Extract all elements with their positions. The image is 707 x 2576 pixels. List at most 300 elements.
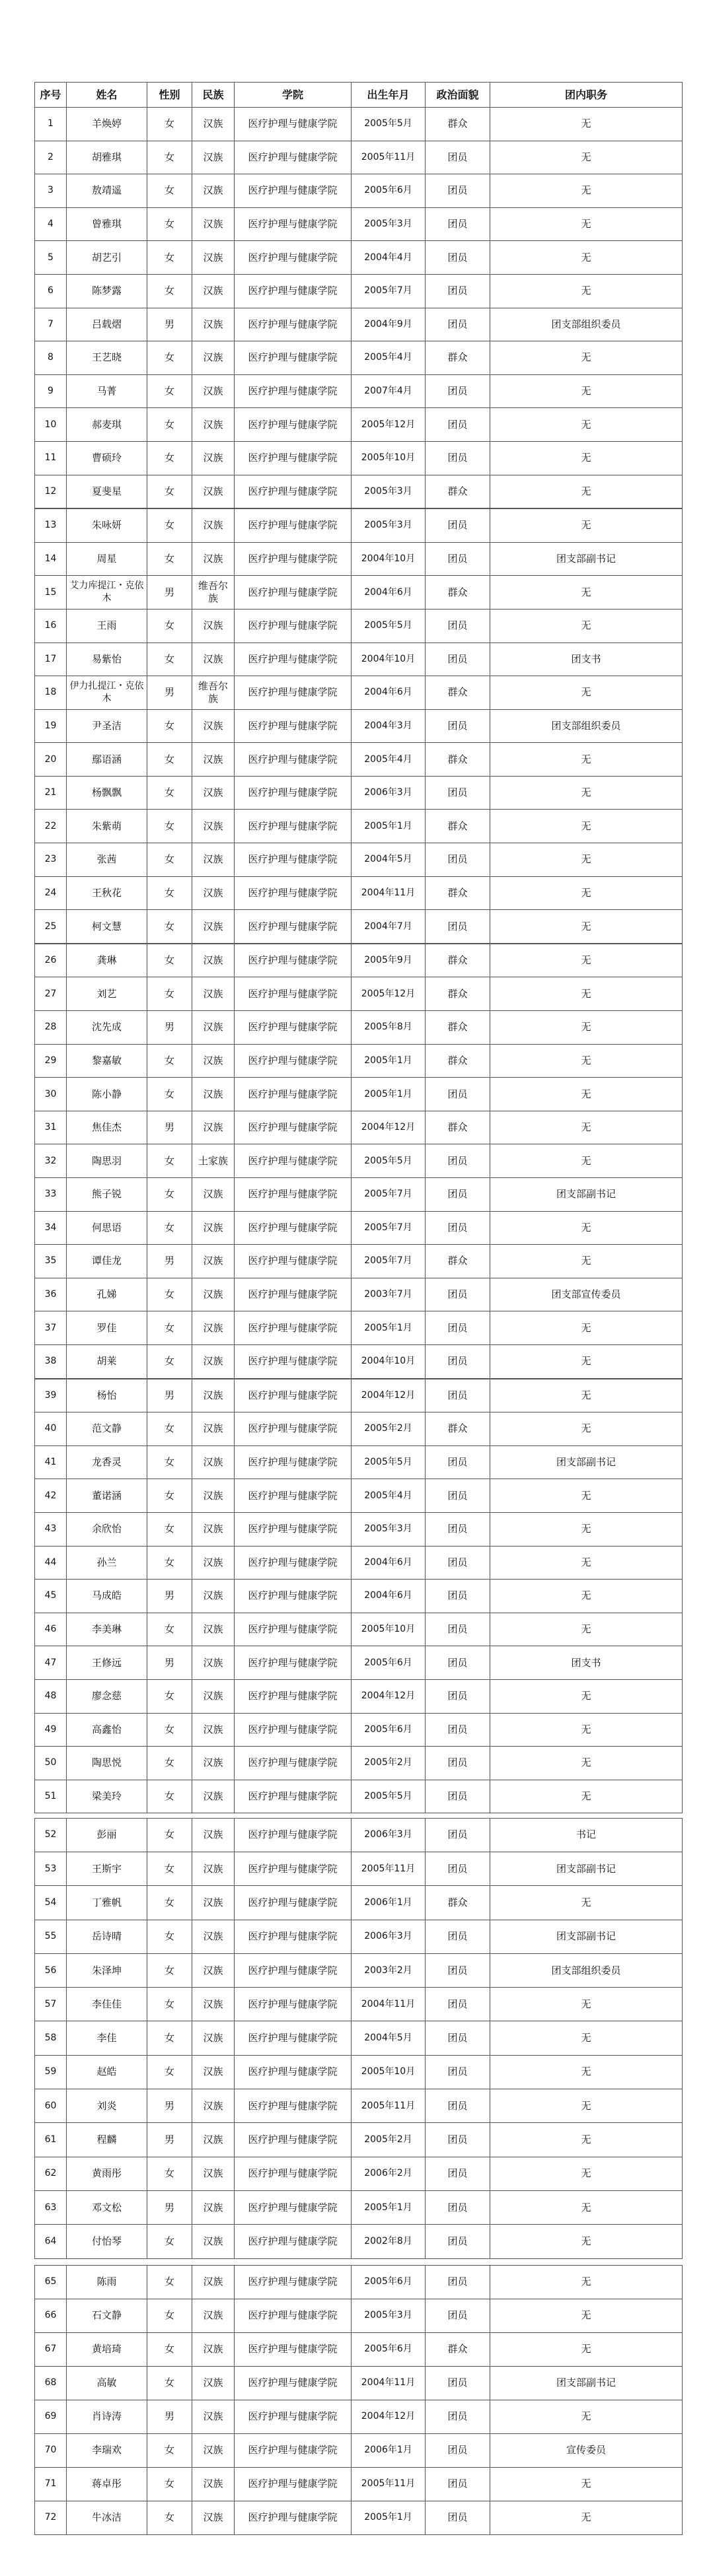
cell-gender: 女 bbox=[147, 1078, 192, 1111]
cell-politics: 团员 bbox=[426, 1546, 490, 1580]
table-row bbox=[35, 1011, 683, 1045]
table-row bbox=[35, 207, 683, 241]
cell-birth: 2005年12月 bbox=[352, 977, 426, 1011]
cell-ethnicity: 汉族 bbox=[192, 2190, 235, 2224]
cell-birth: 2006年3月 bbox=[352, 1920, 426, 1953]
table-row bbox=[35, 441, 683, 475]
cell-gender: 女 bbox=[147, 509, 192, 543]
cell-college: 医疗护理与健康学院 bbox=[235, 709, 352, 743]
cell-politics: 群众 bbox=[426, 576, 490, 609]
cell-no: 10 bbox=[35, 408, 67, 442]
table-row bbox=[35, 576, 683, 609]
cell-college: 医疗护理与健康学院 bbox=[235, 2299, 352, 2332]
cell-no: 13 bbox=[35, 509, 67, 543]
cell-no: 34 bbox=[35, 1211, 67, 1245]
cell-birth: 2004年3月 bbox=[352, 709, 426, 743]
header-college: 学院 bbox=[235, 83, 352, 108]
cell-politics: 群众 bbox=[426, 743, 490, 777]
cell-gender: 女 bbox=[147, 709, 192, 743]
cell-college: 医疗护理与健康学院 bbox=[235, 2332, 352, 2366]
cell-politics: 团员 bbox=[426, 241, 490, 275]
cell-gender: 女 bbox=[147, 1613, 192, 1646]
cell-ethnicity: 汉族 bbox=[192, 174, 235, 208]
cell-college: 医疗护理与健康学院 bbox=[235, 1613, 352, 1646]
cell-role: 无 bbox=[490, 2400, 683, 2433]
cell-role: 无 bbox=[490, 2089, 683, 2123]
cell-name: 朱紫萌 bbox=[67, 810, 147, 843]
cell-name: 范文静 bbox=[67, 1412, 147, 1446]
cell-ethnicity: 汉族 bbox=[192, 1780, 235, 1813]
cell-no: 18 bbox=[35, 676, 67, 710]
cell-ethnicity: 维吾尔族 bbox=[192, 676, 235, 710]
table-row bbox=[35, 1178, 683, 1212]
cell-name: 谭佳龙 bbox=[67, 1245, 147, 1278]
cell-ethnicity: 汉族 bbox=[192, 1546, 235, 1580]
table-row bbox=[35, 776, 683, 810]
cell-college: 医疗护理与健康学院 bbox=[235, 743, 352, 777]
cell-ethnicity: 汉族 bbox=[192, 1988, 235, 2021]
cell-birth: 2005年6月 bbox=[352, 174, 426, 208]
cell-politics: 团员 bbox=[426, 1920, 490, 1953]
cell-ethnicity: 汉族 bbox=[192, 2299, 235, 2332]
cell-politics: 群众 bbox=[426, 108, 490, 141]
cell-college: 医疗护理与健康学院 bbox=[235, 609, 352, 643]
cell-role: 无 bbox=[490, 1144, 683, 1178]
cell-birth: 2005年7月 bbox=[352, 1178, 426, 1212]
cell-no: 46 bbox=[35, 1613, 67, 1646]
table-row bbox=[35, 2433, 683, 2467]
cell-gender: 女 bbox=[147, 2332, 192, 2366]
cell-role: 书记 bbox=[490, 1818, 683, 1852]
cell-college: 医疗护理与健康学院 bbox=[235, 1780, 352, 1813]
cell-college: 医疗护理与健康学院 bbox=[235, 1546, 352, 1580]
cell-name: 王秋花 bbox=[67, 876, 147, 910]
cell-college: 医疗护理与健康学院 bbox=[235, 1344, 352, 1378]
cell-gender: 女 bbox=[147, 542, 192, 576]
cell-role: 无 bbox=[490, 341, 683, 375]
cell-role: 团支部组织委员 bbox=[490, 709, 683, 743]
table-row bbox=[35, 1818, 683, 1852]
table-row bbox=[35, 2190, 683, 2224]
cell-role: 无 bbox=[490, 743, 683, 777]
cell-birth: 2004年12月 bbox=[352, 1111, 426, 1144]
cell-gender: 男 bbox=[147, 2400, 192, 2433]
cell-gender: 女 bbox=[147, 944, 192, 977]
cell-no: 4 bbox=[35, 207, 67, 241]
cell-no: 28 bbox=[35, 1011, 67, 1045]
cell-role: 无 bbox=[490, 2467, 683, 2501]
cell-role: 无 bbox=[490, 2190, 683, 2224]
table-row bbox=[35, 2467, 683, 2501]
cell-birth: 2004年5月 bbox=[352, 2021, 426, 2055]
cell-college: 医疗护理与健康学院 bbox=[235, 876, 352, 910]
table-row bbox=[35, 743, 683, 777]
cell-birth: 2005年9月 bbox=[352, 944, 426, 977]
cell-name: 夏斐星 bbox=[67, 475, 147, 508]
cell-role: 团支部副书记 bbox=[490, 1445, 683, 1479]
cell-ethnicity: 汉族 bbox=[192, 408, 235, 442]
cell-role: 团支书 bbox=[490, 1646, 683, 1680]
table-row bbox=[35, 2501, 683, 2534]
cell-politics: 团员 bbox=[426, 1344, 490, 1378]
cell-role: 团支部宣传委员 bbox=[490, 1278, 683, 1311]
cell-birth: 2004年12月 bbox=[352, 1379, 426, 1412]
cell-politics: 团员 bbox=[426, 1580, 490, 1613]
cell-role: 无 bbox=[490, 910, 683, 944]
cell-birth: 2004年7月 bbox=[352, 910, 426, 944]
cell-college: 医疗护理与健康学院 bbox=[235, 1679, 352, 1713]
cell-gender: 女 bbox=[147, 2467, 192, 2501]
cell-politics: 团员 bbox=[426, 141, 490, 174]
cell-college: 医疗护理与健康学院 bbox=[235, 308, 352, 341]
cell-name: 彭丽 bbox=[67, 1818, 147, 1852]
cell-gender: 女 bbox=[147, 2299, 192, 2332]
cell-name: 易紫怡 bbox=[67, 643, 147, 676]
cell-role: 无 bbox=[490, 1011, 683, 1045]
cell-ethnicity: 汉族 bbox=[192, 1011, 235, 1045]
cell-name: 肖诗涛 bbox=[67, 2400, 147, 2433]
cell-politics: 团员 bbox=[426, 441, 490, 475]
cell-college: 医疗护理与健康学院 bbox=[235, 1920, 352, 1953]
cell-name: 董诺涵 bbox=[67, 1479, 147, 1513]
cell-politics: 团员 bbox=[426, 609, 490, 643]
cell-politics: 群众 bbox=[426, 341, 490, 375]
cell-no: 12 bbox=[35, 475, 67, 508]
cell-no: 22 bbox=[35, 810, 67, 843]
cell-birth: 2003年2月 bbox=[352, 1953, 426, 1987]
table-row bbox=[35, 1713, 683, 1747]
cell-politics: 团员 bbox=[426, 1613, 490, 1646]
cell-gender: 女 bbox=[147, 2157, 192, 2190]
cell-politics: 团员 bbox=[426, 2190, 490, 2224]
table-row bbox=[35, 944, 683, 977]
cell-role: 无 bbox=[490, 1679, 683, 1713]
cell-name: 黎嘉敏 bbox=[67, 1044, 147, 1078]
table-row bbox=[35, 509, 683, 543]
cell-politics: 团员 bbox=[426, 2021, 490, 2055]
cell-gender: 女 bbox=[147, 876, 192, 910]
cell-no: 17 bbox=[35, 643, 67, 676]
cell-gender: 女 bbox=[147, 1178, 192, 1212]
header-row bbox=[35, 83, 683, 108]
cell-birth: 2004年12月 bbox=[352, 2400, 426, 2433]
cell-ethnicity: 汉族 bbox=[192, 1245, 235, 1278]
cell-college: 医疗护理与健康学院 bbox=[235, 2021, 352, 2055]
cell-college: 医疗护理与健康学院 bbox=[235, 1311, 352, 1345]
cell-gender: 女 bbox=[147, 1479, 192, 1513]
cell-name: 陶思悦 bbox=[67, 1747, 147, 1780]
table-row bbox=[35, 475, 683, 508]
cell-gender: 女 bbox=[147, 977, 192, 1011]
cell-birth: 2007年4月 bbox=[352, 374, 426, 408]
table-row bbox=[35, 843, 683, 877]
cell-name: 曹硕玲 bbox=[67, 441, 147, 475]
cell-no: 45 bbox=[35, 1580, 67, 1613]
cell-birth: 2006年2月 bbox=[352, 2157, 426, 2190]
cell-no: 67 bbox=[35, 2332, 67, 2366]
cell-politics: 群众 bbox=[426, 1886, 490, 1920]
cell-politics: 团员 bbox=[426, 1144, 490, 1178]
cell-college: 医疗护理与健康学院 bbox=[235, 341, 352, 375]
cell-ethnicity: 汉族 bbox=[192, 1078, 235, 1111]
table-row bbox=[35, 910, 683, 944]
cell-ethnicity: 汉族 bbox=[192, 2265, 235, 2299]
cell-role: 无 bbox=[490, 1512, 683, 1546]
cell-politics: 团员 bbox=[426, 1953, 490, 1987]
cell-politics: 团员 bbox=[426, 1679, 490, 1713]
cell-no: 60 bbox=[35, 2089, 67, 2123]
cell-role: 无 bbox=[490, 2299, 683, 2332]
cell-role: 无 bbox=[490, 1245, 683, 1278]
cell-politics: 群众 bbox=[426, 676, 490, 710]
cell-gender: 男 bbox=[147, 676, 192, 710]
header-name: 姓名 bbox=[67, 83, 147, 108]
table-row bbox=[35, 1111, 683, 1144]
cell-college: 医疗护理与健康学院 bbox=[235, 1713, 352, 1747]
cell-name: 胡雅琪 bbox=[67, 141, 147, 174]
cell-gender: 女 bbox=[147, 609, 192, 643]
cell-gender: 女 bbox=[147, 1747, 192, 1780]
cell-no: 31 bbox=[35, 1111, 67, 1144]
cell-ethnicity: 汉族 bbox=[192, 2467, 235, 2501]
cell-birth: 2005年2月 bbox=[352, 1747, 426, 1780]
cell-gender: 女 bbox=[147, 141, 192, 174]
roster-table bbox=[34, 2265, 683, 2535]
table-row bbox=[35, 2265, 683, 2299]
cell-name: 羊焕婷 bbox=[67, 108, 147, 141]
cell-ethnicity: 汉族 bbox=[192, 241, 235, 275]
cell-college: 医疗护理与健康学院 bbox=[235, 1580, 352, 1613]
cell-no: 41 bbox=[35, 1445, 67, 1479]
cell-college: 医疗护理与健康学院 bbox=[235, 977, 352, 1011]
cell-gender: 男 bbox=[147, 2123, 192, 2157]
table-row bbox=[35, 1988, 683, 2021]
cell-no: 33 bbox=[35, 1178, 67, 1212]
cell-college: 医疗护理与健康学院 bbox=[235, 1144, 352, 1178]
cell-birth: 2005年1月 bbox=[352, 2501, 426, 2534]
cell-birth: 2005年3月 bbox=[352, 1512, 426, 1546]
cell-birth: 2005年4月 bbox=[352, 743, 426, 777]
table-row bbox=[35, 2055, 683, 2089]
cell-name: 付怡琴 bbox=[67, 2225, 147, 2258]
cell-politics: 团员 bbox=[426, 2123, 490, 2157]
cell-politics: 团员 bbox=[426, 910, 490, 944]
cell-gender: 男 bbox=[147, 1245, 192, 1278]
cell-gender: 女 bbox=[147, 1278, 192, 1311]
cell-role: 无 bbox=[490, 1747, 683, 1780]
cell-no: 72 bbox=[35, 2501, 67, 2534]
cell-role: 无 bbox=[490, 2055, 683, 2089]
table-row bbox=[35, 1479, 683, 1513]
cell-gender: 女 bbox=[147, 441, 192, 475]
cell-birth: 2005年1月 bbox=[352, 2190, 426, 2224]
cell-birth: 2005年5月 bbox=[352, 1144, 426, 1178]
cell-college: 医疗护理与健康学院 bbox=[235, 2501, 352, 2534]
cell-politics: 团员 bbox=[426, 709, 490, 743]
cell-politics: 群众 bbox=[426, 944, 490, 977]
cell-role: 无 bbox=[490, 108, 683, 141]
cell-role: 无 bbox=[490, 1780, 683, 1813]
cell-gender: 女 bbox=[147, 1953, 192, 1987]
cell-birth: 2004年10月 bbox=[352, 542, 426, 576]
cell-ethnicity: 汉族 bbox=[192, 1044, 235, 1078]
cell-ethnicity: 汉族 bbox=[192, 977, 235, 1011]
cell-birth: 2005年6月 bbox=[352, 2265, 426, 2299]
cell-gender: 女 bbox=[147, 374, 192, 408]
cell-birth: 2005年7月 bbox=[352, 274, 426, 308]
cell-birth: 2005年5月 bbox=[352, 1445, 426, 1479]
roster-table bbox=[34, 944, 683, 1379]
cell-role: 无 bbox=[490, 1546, 683, 1580]
cell-no: 57 bbox=[35, 1988, 67, 2021]
cell-college: 医疗护理与健康学院 bbox=[235, 207, 352, 241]
cell-ethnicity: 汉族 bbox=[192, 2089, 235, 2123]
cell-college: 医疗护理与健康学院 bbox=[235, 2123, 352, 2157]
cell-no: 11 bbox=[35, 441, 67, 475]
cell-gender: 女 bbox=[147, 274, 192, 308]
cell-role: 团支部副书记 bbox=[490, 2366, 683, 2400]
table-row bbox=[35, 1078, 683, 1111]
cell-politics: 群众 bbox=[426, 876, 490, 910]
header-ethnicity: 民族 bbox=[192, 83, 235, 108]
cell-name: 张茜 bbox=[67, 843, 147, 877]
cell-ethnicity: 汉族 bbox=[192, 910, 235, 944]
cell-name: 朱泽坤 bbox=[67, 1953, 147, 1987]
cell-gender: 女 bbox=[147, 2021, 192, 2055]
cell-politics: 群众 bbox=[426, 1412, 490, 1446]
cell-college: 医疗护理与健康学院 bbox=[235, 2433, 352, 2467]
cell-name: 朱咏妍 bbox=[67, 509, 147, 543]
cell-politics: 群众 bbox=[426, 475, 490, 508]
cell-ethnicity: 汉族 bbox=[192, 1379, 235, 1412]
cell-politics: 群众 bbox=[426, 977, 490, 1011]
table-row bbox=[35, 1311, 683, 1345]
cell-no: 48 bbox=[35, 1679, 67, 1713]
cell-role: 无 bbox=[490, 207, 683, 241]
cell-role: 无 bbox=[490, 2501, 683, 2534]
table-row bbox=[35, 1613, 683, 1646]
cell-birth: 2005年4月 bbox=[352, 341, 426, 375]
cell-no: 69 bbox=[35, 2400, 67, 2433]
cell-ethnicity: 汉族 bbox=[192, 1646, 235, 1680]
table-row bbox=[35, 1747, 683, 1780]
cell-gender: 女 bbox=[147, 1344, 192, 1378]
cell-college: 医疗护理与健康学院 bbox=[235, 1479, 352, 1513]
cell-birth: 2004年10月 bbox=[352, 1344, 426, 1378]
cell-gender: 女 bbox=[147, 1780, 192, 1813]
cell-gender: 女 bbox=[147, 1044, 192, 1078]
cell-college: 医疗护理与健康学院 bbox=[235, 676, 352, 710]
cell-politics: 团员 bbox=[426, 374, 490, 408]
cell-role: 无 bbox=[490, 1111, 683, 1144]
cell-role: 无 bbox=[490, 944, 683, 977]
cell-gender: 女 bbox=[147, 475, 192, 508]
table-row bbox=[35, 341, 683, 375]
cell-ethnicity: 汉族 bbox=[192, 609, 235, 643]
cell-college: 医疗护理与健康学院 bbox=[235, 374, 352, 408]
cell-ethnicity: 汉族 bbox=[192, 1886, 235, 1920]
cell-role: 无 bbox=[490, 441, 683, 475]
cell-no: 14 bbox=[35, 542, 67, 576]
cell-name: 孔娣 bbox=[67, 1278, 147, 1311]
table-row bbox=[35, 609, 683, 643]
cell-ethnicity: 汉族 bbox=[192, 1479, 235, 1513]
cell-politics: 团员 bbox=[426, 1646, 490, 1680]
cell-gender: 男 bbox=[147, 1111, 192, 1144]
table-row bbox=[35, 542, 683, 576]
cell-birth: 2004年6月 bbox=[352, 676, 426, 710]
cell-ethnicity: 汉族 bbox=[192, 876, 235, 910]
cell-role: 无 bbox=[490, 977, 683, 1011]
cell-no: 3 bbox=[35, 174, 67, 208]
cell-role: 无 bbox=[490, 1379, 683, 1412]
cell-college: 医疗护理与健康学院 bbox=[235, 2157, 352, 2190]
cell-college: 医疗护理与健康学院 bbox=[235, 1178, 352, 1212]
cell-name: 刘艺 bbox=[67, 977, 147, 1011]
table-row bbox=[35, 1278, 683, 1311]
cell-gender: 男 bbox=[147, 576, 192, 609]
cell-no: 29 bbox=[35, 1044, 67, 1078]
header-birth: 出生年月 bbox=[352, 83, 426, 108]
cell-gender: 女 bbox=[147, 1546, 192, 1580]
cell-college: 医疗护理与健康学院 bbox=[235, 441, 352, 475]
cell-politics: 群众 bbox=[426, 1111, 490, 1144]
cell-politics: 群众 bbox=[426, 2332, 490, 2366]
cell-birth: 2005年1月 bbox=[352, 1044, 426, 1078]
cell-college: 医疗护理与健康学院 bbox=[235, 2366, 352, 2400]
cell-name: 伊力扎提江・克依木 bbox=[67, 676, 147, 710]
cell-role: 团支部副书记 bbox=[490, 542, 683, 576]
cell-ethnicity: 汉族 bbox=[192, 207, 235, 241]
table-row bbox=[35, 1646, 683, 1680]
cell-ethnicity: 汉族 bbox=[192, 2021, 235, 2055]
cell-name: 余欣怡 bbox=[67, 1512, 147, 1546]
cell-politics: 团员 bbox=[426, 1780, 490, 1813]
cell-birth: 2005年6月 bbox=[352, 2332, 426, 2366]
cell-ethnicity: 汉族 bbox=[192, 2225, 235, 2258]
cell-role: 无 bbox=[490, 374, 683, 408]
cell-birth: 2005年6月 bbox=[352, 1646, 426, 1680]
cell-college: 医疗护理与健康学院 bbox=[235, 2089, 352, 2123]
cell-politics: 团员 bbox=[426, 1713, 490, 1747]
table-row bbox=[35, 2225, 683, 2258]
cell-name: 罗佳 bbox=[67, 1311, 147, 1345]
cell-ethnicity: 汉族 bbox=[192, 776, 235, 810]
table-row bbox=[35, 141, 683, 174]
cell-birth: 2005年5月 bbox=[352, 108, 426, 141]
cell-no: 51 bbox=[35, 1780, 67, 1813]
table-row bbox=[35, 643, 683, 676]
cell-college: 医疗护理与健康学院 bbox=[235, 408, 352, 442]
cell-role: 无 bbox=[490, 174, 683, 208]
header-no: 序号 bbox=[35, 83, 67, 108]
cell-birth: 2004年12月 bbox=[352, 1679, 426, 1713]
cell-ethnicity: 汉族 bbox=[192, 1211, 235, 1245]
cell-no: 65 bbox=[35, 2265, 67, 2299]
cell-name: 陶思羽 bbox=[67, 1144, 147, 1178]
cell-birth: 2005年11月 bbox=[352, 1852, 426, 1885]
cell-birth: 2005年11月 bbox=[352, 2467, 426, 2501]
cell-no: 36 bbox=[35, 1278, 67, 1311]
cell-gender: 女 bbox=[147, 1852, 192, 1885]
cell-ethnicity: 汉族 bbox=[192, 1613, 235, 1646]
cell-politics: 团员 bbox=[426, 2265, 490, 2299]
cell-gender: 男 bbox=[147, 308, 192, 341]
cell-name: 艾力库提江・克依木 bbox=[67, 576, 147, 609]
cell-ethnicity: 汉族 bbox=[192, 1344, 235, 1378]
cell-politics: 团员 bbox=[426, 542, 490, 576]
cell-ethnicity: 汉族 bbox=[192, 2157, 235, 2190]
